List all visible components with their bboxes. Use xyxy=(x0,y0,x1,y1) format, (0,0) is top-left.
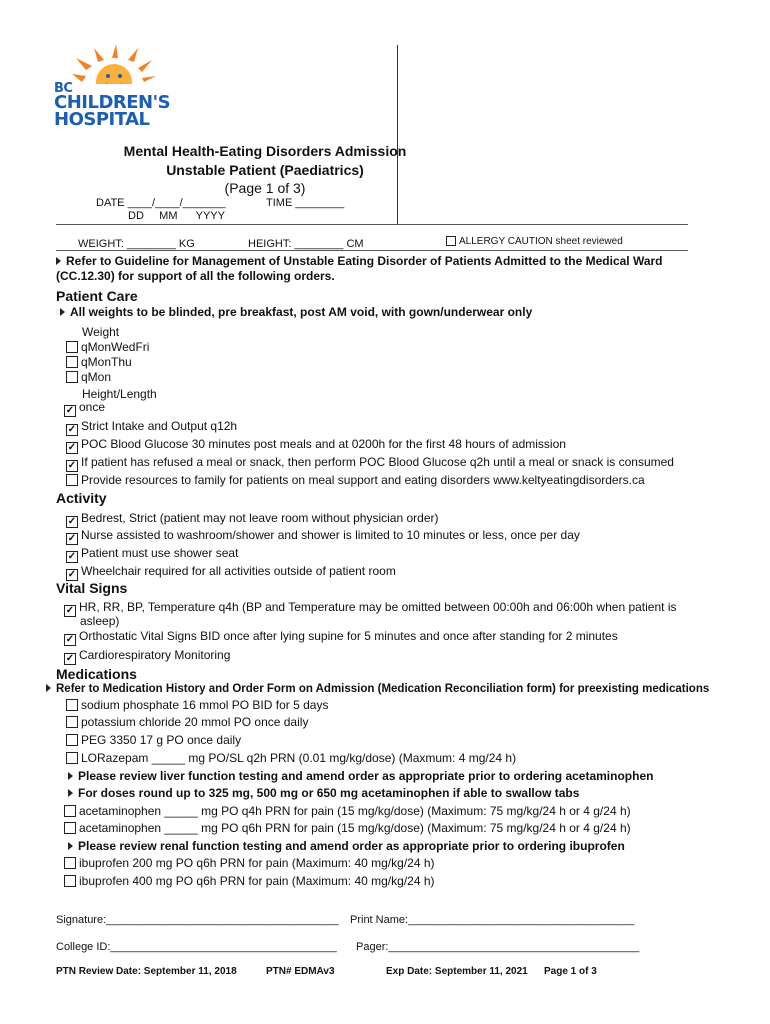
order-vitals-q4h[interactable]: ✓ HR, RR, BP, Temperature q4h (BP and Temperature may be omitted between 00:00h and 06:00h when patient is xyxy=(65,600,677,616)
order-peg-3350[interactable]: PEG 3350 17 g PO once daily xyxy=(66,733,241,747)
date-field[interactable]: DATE ____/____/_______ xyxy=(96,197,226,209)
header-rule xyxy=(56,224,688,225)
checked-box-icon: ✓ xyxy=(67,424,77,435)
pager-field[interactable]: Pager:_________________________________________ xyxy=(356,941,640,953)
section-patient-care: Patient Care xyxy=(56,288,138,304)
order-ibuprofen-400[interactable]: ibuprofen 400 mg PO q6h PRN for pain (Maximum: 40 mg/kg/24 h) xyxy=(64,874,435,888)
bullet-icon xyxy=(68,772,73,780)
weights-note: All weights to be blinded, pre breakfast, post AM void, with gown/underwear only xyxy=(60,305,532,319)
height-field[interactable]: HEIGHT: ________ CM xyxy=(248,238,364,250)
section-medications: Medications xyxy=(56,666,137,682)
height-length-label: Height/Length xyxy=(82,387,157,401)
checked-box-icon: ✓ xyxy=(67,460,77,471)
order-refused-meal-glucose[interactable]: ✓ If patient has refused a meal or snack, then perform POC Blood Glucose q2h until a meal or snack is consumed xyxy=(67,455,674,471)
weight-rule xyxy=(56,250,688,251)
section-vital-signs: Vital Signs xyxy=(56,580,128,596)
sun-icon xyxy=(72,44,197,84)
checkbox xyxy=(64,857,76,869)
logo-line-hospital: HOSPITAL xyxy=(54,109,150,130)
form-title-line2: Unstable Patient (Paediatrics) xyxy=(166,162,364,178)
date-format-hint: DD MM YYYY xyxy=(128,210,225,222)
signature-field[interactable]: Signature:______________________________________ xyxy=(56,914,339,926)
order-sodium-phosphate[interactable]: sodium phosphate 16 mmol PO BID for 5 days xyxy=(66,698,328,712)
checkbox xyxy=(66,341,78,353)
section-activity: Activity xyxy=(56,490,107,506)
checked-box-icon: ✓ xyxy=(67,516,77,527)
time-field[interactable]: TIME ________ xyxy=(266,197,345,209)
order-blood-glucose[interactable]: ✓ POC Blood Glucose 30 minutes post meals and at 0200h for the first 48 hours of admission xyxy=(67,437,566,453)
college-id-field[interactable]: College ID:_____________________________________ xyxy=(56,941,337,953)
checkbox xyxy=(66,699,78,711)
bullet-icon xyxy=(56,257,61,265)
order-intake-output[interactable]: ✓ Strict Intake and Output q12h xyxy=(67,419,238,435)
checkbox xyxy=(64,805,76,817)
footer-page-number: Page 1 of 3 xyxy=(544,966,597,977)
logo-line-bc: BC xyxy=(54,81,73,96)
order-height-once[interactable]: ✓ once xyxy=(65,400,106,416)
bullet-icon xyxy=(60,308,65,316)
guideline-reference: Refer to Guideline for Management of Unstable Eating Disorder of Patients Admitted to the Medical Ward (CC.12.30) for support of all the following orders. xyxy=(56,254,663,283)
checkbox xyxy=(64,822,76,834)
hospital-logo xyxy=(52,44,177,134)
order-bedrest[interactable]: ✓ Bedrest, Strict (patient may not leave room without physician order) xyxy=(67,511,439,527)
checked-box-icon: ✓ xyxy=(65,405,75,416)
note-liver-function: Please review liver function testing and amend order as appropriate prior to ordering acetaminophen xyxy=(68,769,653,783)
footer-exp-date: Exp Date: September 11, 2021 xyxy=(386,966,528,977)
checked-box-icon: ✓ xyxy=(67,569,77,580)
print-name-field[interactable]: Print Name:_____________________________________ xyxy=(350,914,635,926)
header-divider xyxy=(397,45,398,225)
form-page-indicator: (Page 1 of 3) xyxy=(224,180,306,196)
allergy-check[interactable] xyxy=(446,236,623,247)
order-vitals-q4h-cont: asleep) xyxy=(80,614,120,628)
checked-box-icon: ✓ xyxy=(65,653,75,664)
checkbox xyxy=(64,875,76,887)
med-reconciliation-note: Refer to Medication History and Order Form on Admission (Medication Reconciliation form) for preexisting medications xyxy=(46,682,709,696)
bullet-icon xyxy=(68,842,73,850)
order-lorazepam[interactable]: LORazepam _____ mg PO/SL q2h PRN (0.01 mg/kg/dose) (Maxmum: 4 mg/24 h) xyxy=(66,751,516,765)
checkbox xyxy=(66,716,78,728)
weight-label: Weight xyxy=(82,325,120,339)
note-round-doses: For doses round up to 325 mg, 500 mg or 650 mg acetaminophen if able to swallow tabs xyxy=(68,786,579,800)
order-qmonthu[interactable]: qMonThu xyxy=(66,355,132,369)
footer-ptn-number: PTN# EDMAv3 xyxy=(266,966,335,977)
order-qmonwedfri[interactable]: qMonWedFri xyxy=(66,340,149,354)
bullet-icon xyxy=(46,684,51,692)
order-acetaminophen-q4h[interactable]: acetaminophen _____ mg PO q4h PRN for pain (15 mg/kg/dose) (Maximum: 75 mg/kg/24 h or 4 g/24 h) xyxy=(64,804,631,818)
checkbox xyxy=(66,371,78,383)
order-acetaminophen-q6h[interactable]: acetaminophen _____ mg PO q6h PRN for pain (15 mg/kg/dose) (Maximum: 75 mg/kg/24 h or 4 g/24 h) xyxy=(64,821,631,835)
checked-box-icon: ✓ xyxy=(67,533,77,544)
checkbox xyxy=(66,474,78,486)
checked-box-icon: ✓ xyxy=(67,551,77,562)
checkbox xyxy=(66,734,78,746)
order-cardiorespiratory[interactable]: ✓ Cardiorespiratory Monitoring xyxy=(65,648,231,664)
logo-line-childrens: CHILDREN'S xyxy=(54,92,171,113)
order-potassium-chloride[interactable]: potassium chloride 20 mmol PO once daily xyxy=(66,715,308,729)
footer-review-date: PTN Review Date: September 11, 2018 xyxy=(56,966,237,977)
order-qmon[interactable]: qMon xyxy=(66,370,111,384)
order-nurse-assisted[interactable]: ✓ Nurse assisted to washroom/shower and shower is limited to 10 minutes or less, once per day xyxy=(67,528,580,544)
checkbox xyxy=(66,356,78,368)
order-ibuprofen-200[interactable]: ibuprofen 200 mg PO q6h PRN for pain (Maximum: 40 mg/kg/24 h) xyxy=(64,856,435,870)
checkbox xyxy=(66,752,78,764)
checked-box-icon: ✓ xyxy=(65,634,75,645)
order-orthostatic[interactable]: ✓ Orthostatic Vital Signs BID once after lying supine for 5 minutes and once after standing for 2 minutes xyxy=(65,629,618,645)
order-shower-seat[interactable]: ✓ Patient must use shower seat xyxy=(67,546,239,562)
note-renal-function: Please review renal function testing and amend order as appropriate prior to ordering ibuprofen xyxy=(68,839,625,853)
checked-box-icon: ✓ xyxy=(67,442,77,453)
order-family-resources[interactable]: Provide resources to family for patients on meal support and eating disorders www.keltyeatingdisorders.ca xyxy=(66,473,645,487)
form-title-line1: Mental Health-Eating Disorders Admission xyxy=(123,143,407,159)
allergy-label: ALLERGY CAUTION sheet reviewed xyxy=(459,236,623,247)
weight-field[interactable]: WEIGHT: ________ KG xyxy=(78,238,195,250)
order-wheelchair[interactable]: ✓ Wheelchair required for all activities outside of patient room xyxy=(67,564,396,580)
checked-box-icon: ✓ xyxy=(65,605,75,616)
bullet-icon xyxy=(68,789,73,797)
allergy-checkbox[interactable] xyxy=(446,236,456,246)
